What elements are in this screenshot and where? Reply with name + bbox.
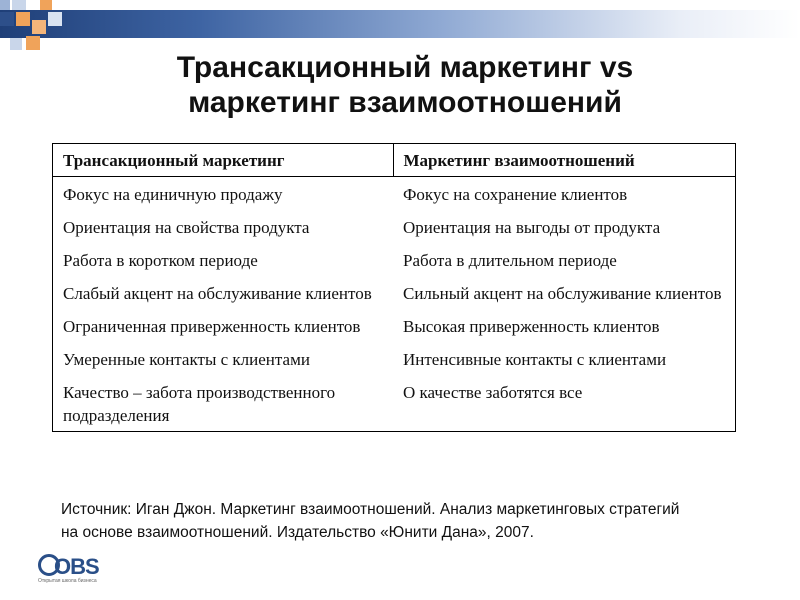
source-citation: [61, 498, 791, 544]
table-row: [53, 342, 736, 375]
column-header-relationship: Маркетинг взаимоотношений: [393, 144, 736, 177]
slide-title-line2: маркетинг взаимоотношений: [188, 86, 622, 119]
table-row: [53, 177, 736, 211]
table-cell: Фокус на сохранение клиентов: [403, 185, 628, 204]
table-cell: Умеренные контакты с клиентами: [63, 350, 310, 369]
header-decor-square: [48, 12, 62, 26]
header-decor-square: [40, 0, 52, 10]
table-row: [53, 375, 736, 432]
table-row: [53, 309, 736, 342]
header-decor-square: [0, 12, 14, 26]
source-line2: на основе взаимоотношений. Издательство «Юнити Дана», 2007.: [61, 524, 534, 541]
table-cell: Работа в длительном периоде: [403, 251, 617, 270]
slide-title-line1: Трансакционный маркетинг vs: [176, 51, 634, 84]
header-decor-square: [10, 38, 22, 50]
table-cell: Ограниченная приверженность клиентов: [63, 317, 361, 336]
table-cell: Ориентация на свойства продукта: [63, 218, 310, 237]
logo-subtitle: Открытая школа бизнеса: [38, 578, 97, 584]
table-cell: Качество – забота производственного подразделения: [63, 383, 336, 425]
header-gradient-bar: [0, 10, 800, 38]
table-cell: Сильный акцент на обслуживание клиентов: [403, 284, 722, 303]
header-decor-square: [16, 12, 30, 26]
table-row: [53, 210, 736, 243]
comparison-table: [52, 143, 736, 432]
header-decor-square: [0, 0, 10, 10]
table-cell: Интенсивные контакты с клиентами: [403, 350, 667, 369]
table-cell: Ориентация на выгоды от продукта: [403, 218, 661, 237]
table-row: [53, 276, 736, 309]
header-decor-square: [32, 20, 46, 34]
slide-title: [100, 50, 710, 120]
table-header-row: [53, 144, 736, 177]
table-cell: Работа в коротком периоде: [63, 251, 258, 270]
header-decor-square: [26, 36, 40, 50]
header-decor-square: [12, 0, 26, 10]
table-cell: Фокус на единичную продажу: [63, 185, 283, 204]
obs-logo: [38, 552, 108, 582]
table-cell: О качестве заботятся все: [403, 383, 583, 402]
source-line1: Источник: Иган Джон. Маркетинг взаимоотношений. Анализ маркетинговых стратегий: [61, 501, 680, 518]
table-cell: Высокая приверженность клиентов: [403, 317, 660, 336]
table-cell: Слабый акцент на обслуживание клиентов: [63, 284, 372, 303]
column-header-transactional: Трансакционный маркетинг: [53, 144, 394, 177]
table-row: [53, 243, 736, 276]
logo-text: OBS: [54, 554, 99, 579]
